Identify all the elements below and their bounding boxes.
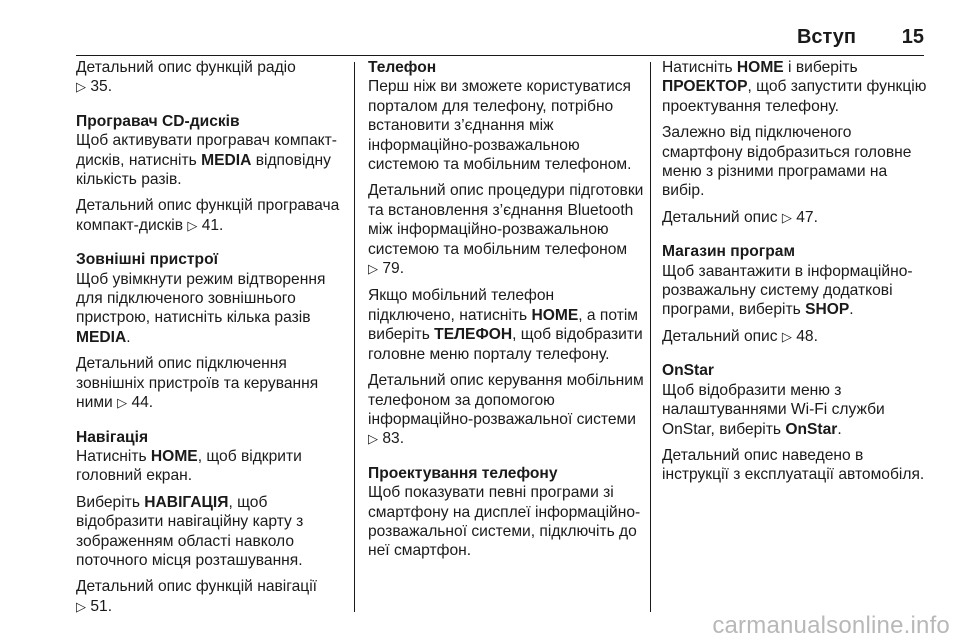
page-reference[interactable]: ▷ 48. xyxy=(781,327,818,345)
paragraph: Детальний опис функцій радіо ▷ 35. xyxy=(76,59,296,96)
arrow-right-icon: ▷ xyxy=(781,329,792,345)
section-phone-projection-continued xyxy=(662,58,928,228)
menu-label-onstar: OnStar xyxy=(785,420,838,438)
page-reference[interactable]: ▷ 79. xyxy=(368,260,405,278)
column-divider xyxy=(354,62,355,612)
button-label-home: HOME xyxy=(150,447,198,465)
paragraph: Детальний опис підключення зовнішніх пристроїв та керування ними ▷ 44. xyxy=(76,355,319,412)
paragraph: Детальний опис ▷ 47. xyxy=(662,208,818,226)
paragraph: Виберіть НАВІГАЦІЯ, щоб відобразити навігаційну карту з зображенням області навколо поточного місця розташування. xyxy=(76,493,304,569)
section-app-store xyxy=(662,242,928,347)
paragraph: Детальний опис ▷ 48. xyxy=(662,327,818,345)
paragraph: Натисніть HOME, щоб відкрити головний екран. xyxy=(76,447,302,485)
page-reference[interactable]: ▷ 44. xyxy=(117,394,154,412)
column-middle xyxy=(368,58,644,608)
arrow-right-icon: ▷ xyxy=(368,432,378,448)
page-reference[interactable]: ▷ 41. xyxy=(187,216,224,234)
section-heading: Проектування телефону xyxy=(368,464,558,482)
paragraph: Залежно від підключеного смартфону відобразиться головне меню з різними програмами на вибір. xyxy=(662,124,912,200)
button-label-media: MEDIA xyxy=(76,328,127,346)
page-title: Вступ xyxy=(796,26,856,48)
paragraph: Детальний опис функцій програвача компакт-дисків ▷ 41. xyxy=(76,197,340,234)
column-right xyxy=(662,58,928,608)
section-heading: Зовнішні пристрої xyxy=(76,251,218,269)
paragraph: Детальний опис процедури підготовки та встановлення з’єднання Bluetooth між інформаційно-розважальною системою та мобільним телефоном ▷ 79. xyxy=(368,182,644,278)
section-phone-projection xyxy=(368,464,644,561)
button-label-media: MEDIA xyxy=(201,151,252,169)
paragraph: Щоб відобразити меню з налаштуваннями Wi-Fi служби OnStar, виберіть OnStar. xyxy=(662,381,885,438)
arrow-right-icon: ▷ xyxy=(781,210,792,226)
page-reference[interactable]: ▷ 83. xyxy=(368,430,405,448)
section-phone xyxy=(368,58,644,450)
menu-label-shop: SHOP xyxy=(805,301,850,319)
paragraph: Детальний опис наведено в інструкції з експлуатації автомобіля. xyxy=(662,446,925,484)
arrow-right-icon: ▷ xyxy=(187,218,198,234)
paragraph: Детальний опис функцій навігації ▷ 51. xyxy=(76,578,318,615)
paragraph: Щоб завантажити в інформаційно-розважальну систему додаткові програми, виберіть SHOP. xyxy=(662,262,913,319)
section-radio-intro xyxy=(76,58,354,98)
paragraph: Щоб показувати певні програми зі смартфону на дисплеї інформаційно-розважальної системи, підключіть до неї смартфон. xyxy=(368,484,641,560)
section-heading: Телефон xyxy=(368,59,437,76)
menu-label-phone: ТЕЛЕФОН xyxy=(434,326,513,344)
header-divider xyxy=(76,55,924,56)
section-external-devices xyxy=(76,250,354,413)
paragraph: Якщо мобільний телефон підключено, натисніть HOME, а потім виберіть ТЕЛЕФОН, щоб відобразити головне меню порталу телефону. xyxy=(368,287,643,363)
button-label-home: HOME xyxy=(736,59,784,76)
arrow-right-icon: ▷ xyxy=(117,396,128,412)
button-label-home: HOME xyxy=(531,306,579,324)
paragraph: Щоб увімкнути режим відтворення для підключеного зовнішнього пристрою, натисніть кілька разів MEDIA. xyxy=(76,270,326,346)
menu-label-projector: ПРОЕКТОР xyxy=(662,78,748,96)
page-number: 15 xyxy=(901,26,924,48)
section-heading: Навігація xyxy=(76,428,149,446)
section-navigation xyxy=(76,428,354,618)
section-cd-player xyxy=(76,112,354,236)
column-left xyxy=(76,58,354,615)
section-heading: Програвач CD-дисків xyxy=(76,112,240,130)
section-heading: OnStar xyxy=(662,362,714,380)
section-onstar xyxy=(662,361,928,484)
column-divider xyxy=(650,62,651,612)
arrow-right-icon: ▷ xyxy=(368,262,378,278)
paragraph: Натисніть HOME і виберіть ПРОЕКТОР, щоб запустити функцію проектування телефону. xyxy=(662,59,927,115)
section-heading: Магазин програм xyxy=(662,243,795,261)
arrow-right-icon: ▷ xyxy=(76,80,86,96)
page-reference[interactable]: ▷ 35. xyxy=(76,78,113,96)
paragraph: Перш ніж ви зможете користуватися порталом для телефону, потрібно встановити з’єднання між інформаційно-розважальною системою та мобільним телефоном. xyxy=(368,78,632,174)
page-header xyxy=(0,0,960,56)
page-reference[interactable]: ▷ 51. xyxy=(76,597,113,615)
watermark: carmanualsonline.info xyxy=(712,612,950,639)
paragraph: Детальний опис керування мобільним телефоном за допомогою інформаційно-розважальної системи ▷ 83. xyxy=(368,372,644,448)
page-reference[interactable]: ▷ 47. xyxy=(781,208,818,226)
arrow-right-icon: ▷ xyxy=(76,599,86,615)
menu-label-navigation: НАВІГАЦІЯ xyxy=(144,493,229,511)
paragraph: Щоб активувати програвач компакт-дисків, натисніть MEDIA відповідну кількість разів. xyxy=(76,132,337,189)
